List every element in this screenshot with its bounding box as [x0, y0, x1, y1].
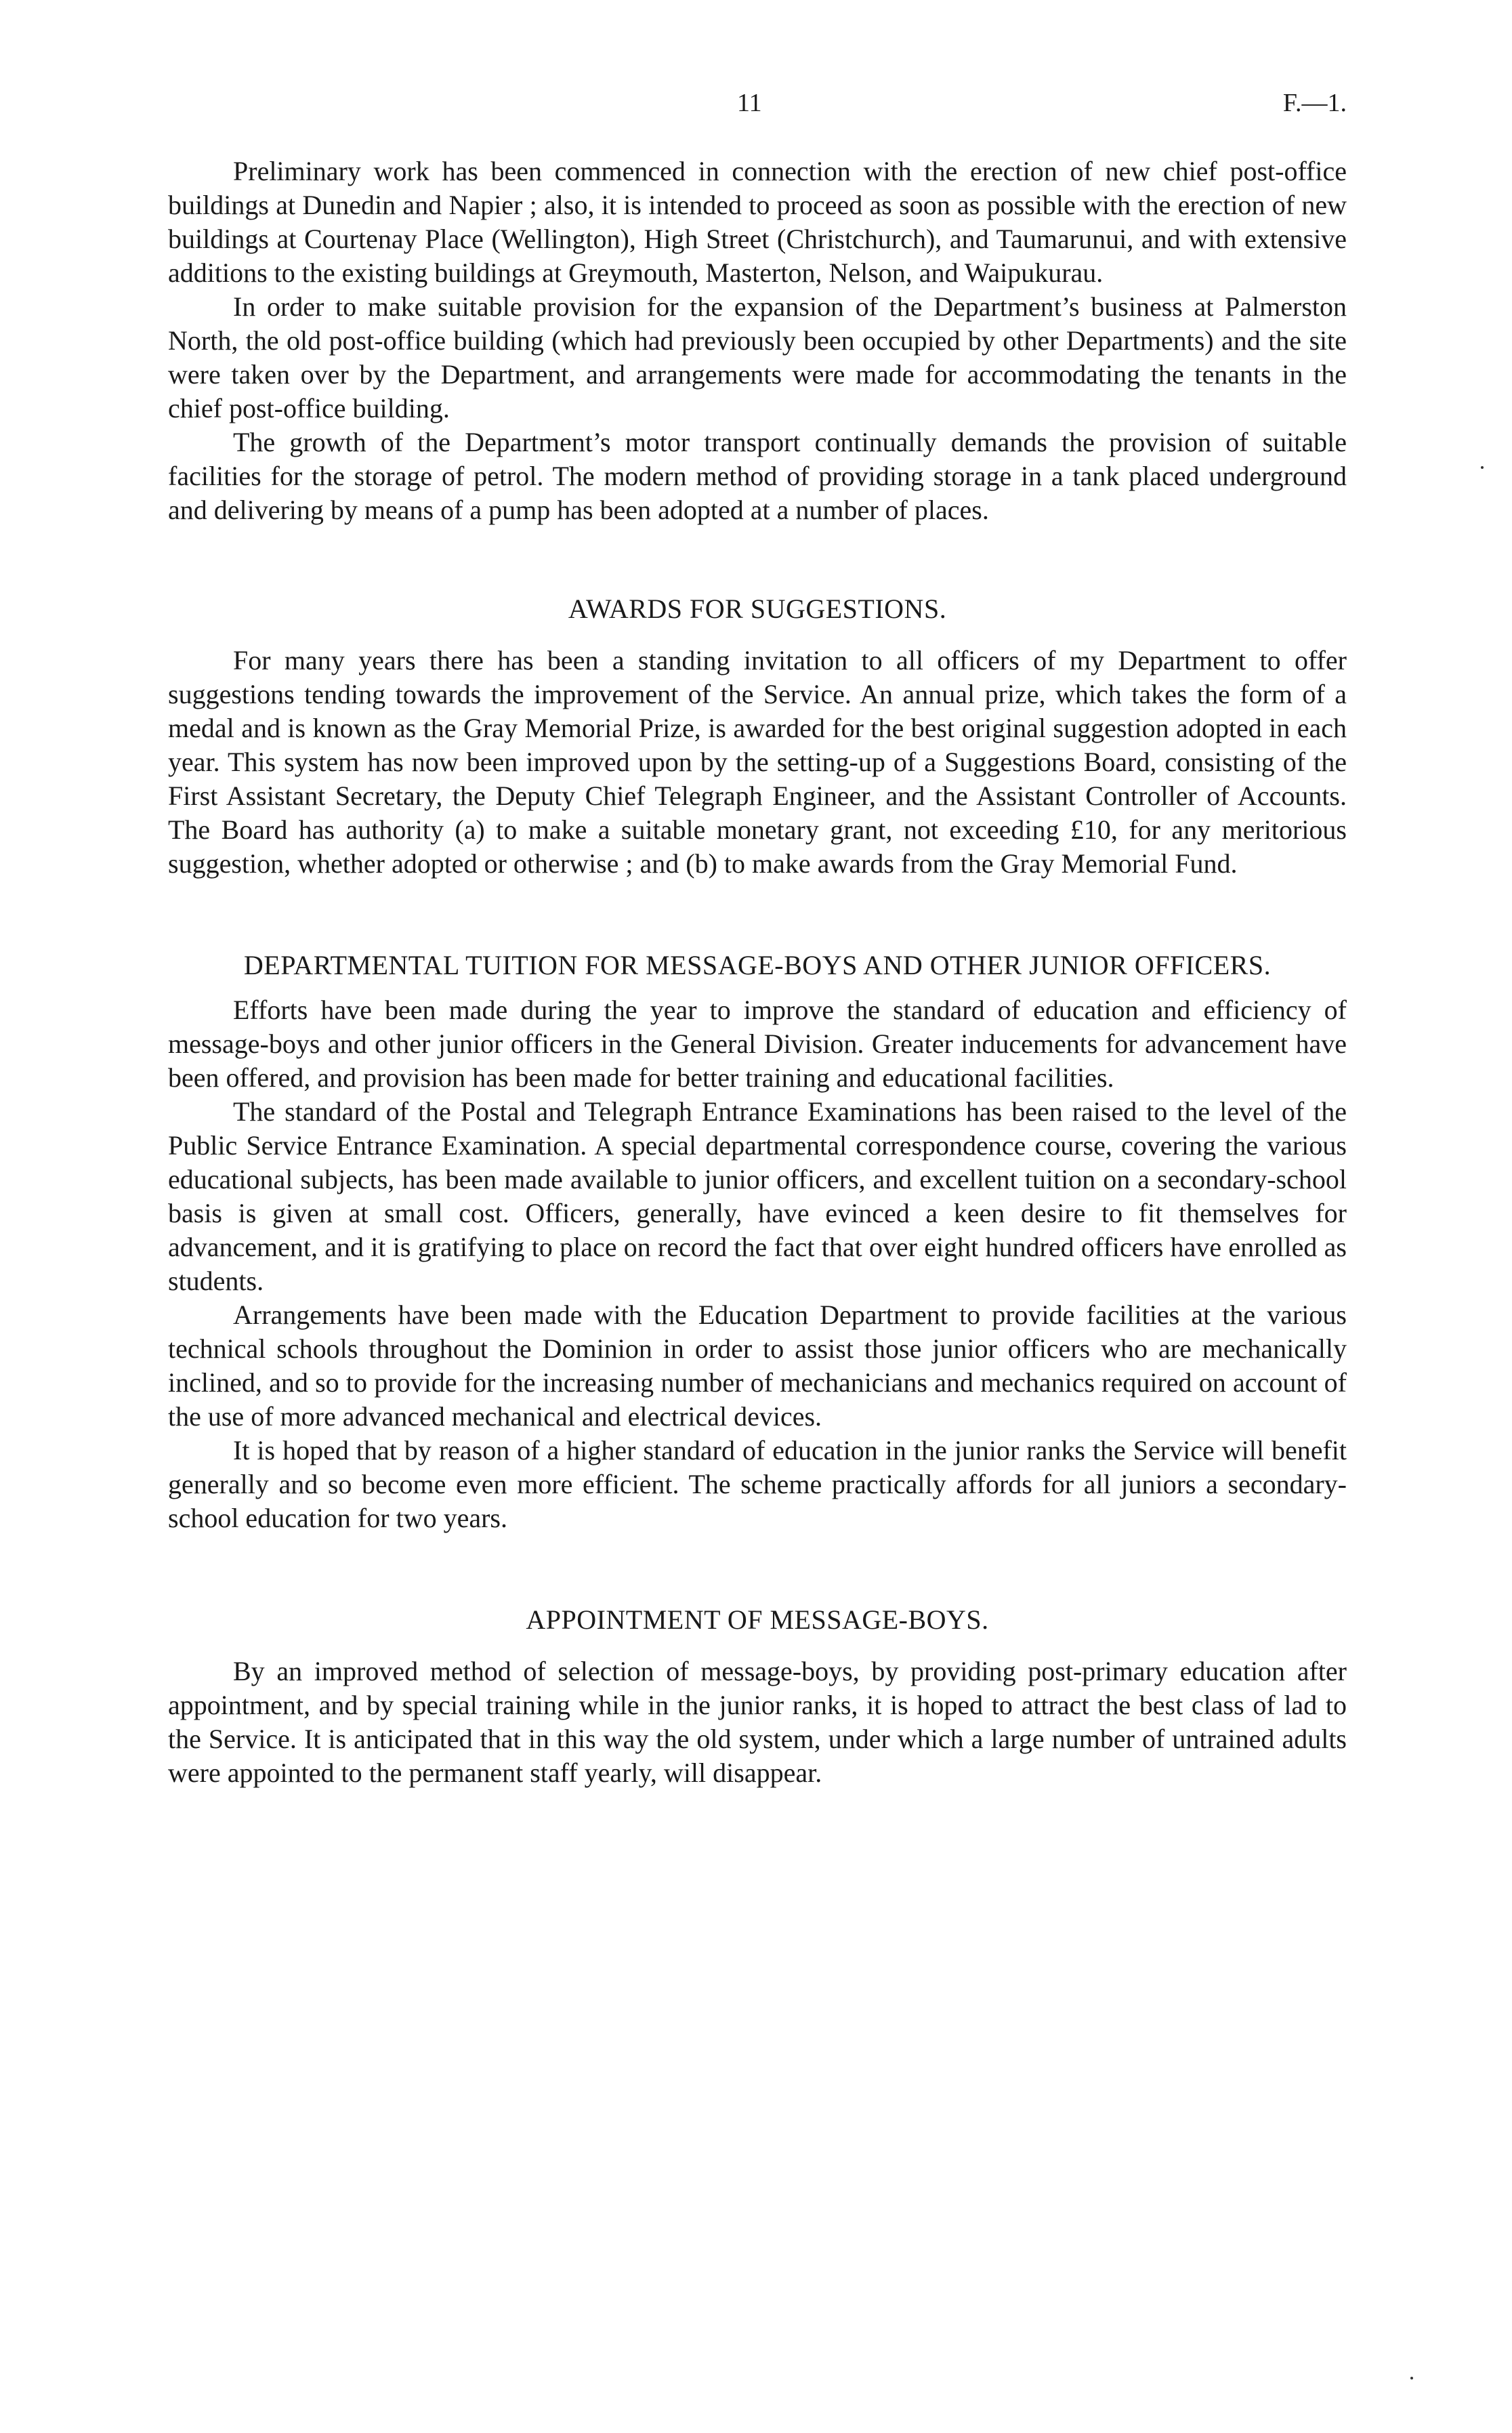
document-page	[168, 88, 1347, 1790]
paragraph: Preliminary work has been commenced in connection with the erection of new chief post-office buildings at Dunedin and Napier ; also, it is intended to proceed as soon as possible with the erection of new buildings at Courtenay Place (Wellington), High Street (Christchurch), and Taumarunui, and with extensive additions to the existing buildings at Greymouth, Masterton, Nelson, and Waipukurau.	[168, 156, 1347, 288]
document-reference: F.—1.	[1282, 89, 1347, 117]
scan-speck	[1481, 466, 1484, 469]
paragraph: By an improved method of selection of message-boys, by providing post-primary education after appointment, and by special training while in the junior ranks, it is hoped to attract the best class of lad to the Service. It is anticipated that in this way the old system, under which a large number of untrained adults were appointed to the permanent staff yearly, will disappear.	[168, 1656, 1347, 1788]
section-departmental-tuition	[168, 949, 1347, 1535]
paragraph: The standard of the Postal and Telegraph Entrance Examinations has been raised to the level of the Public Service Entrance Examination. A special departmental correspondence course, covering the various educational subjects, has been made available to junior officers, and excellent tuition on a secondary-school basis is given at small cost. Officers, generally, have evinced a keen desire to fit themselves for advancement, and it is gratifying to place on record the fact that over eight hundred officers have enrolled as students.	[168, 1096, 1347, 1296]
scan-speck	[1410, 2377, 1413, 2379]
page-header	[168, 88, 1347, 129]
section-heading: AWARDS FOR SUGGESTIONS.	[568, 594, 947, 624]
section-heading: APPOINTMENT OF MESSAGE-BOYS.	[526, 1604, 989, 1635]
paragraph: In order to make suitable provision for the expansion of the Department’s business at Palmerston North, the old post-office building (which had previously been occupied by other Departments) and the site were taken over by the Department, and arrangements were made for accommodating the tenants in the chief post-office building.	[168, 291, 1347, 423]
paragraph: For many years there has been a standing invitation to all officers of my Department to offer suggestions tending towards the improvement of the Service. An annual prize, which takes the form of a medal and is known as the Gray Memorial Prize, is awarded for the best original suggestion adopted in each year. This system has now been improved upon by the setting-up of a Suggestions Board, consisting of the First Assistant Secretary, the Deputy Chief Telegraph Engineer, and the Assistant Controller of Accounts. The Board has authority (a) to make a suitable monetary grant, not exceeding £10, for any meritorious suggestion, whether adopted or otherwise ; and (b) to make awards from the Gray Memorial Fund.	[168, 645, 1347, 879]
section-preliminary-work	[168, 154, 1347, 527]
paragraph: Efforts have been made during the year to improve the standard of education and efficiency of message-boys and other junior officers in the General Division. Greater inducements for advancement have been offered, and provision has been made for better training and educational facilities.	[168, 995, 1347, 1093]
paragraph: It is hoped that by reason of a higher standard of education in the junior ranks the Service will benefit generally and so become even more efficient. The scheme practically affords for all juniors a secondary-school education for two years.	[168, 1435, 1347, 1533]
page-number: 11	[737, 89, 762, 117]
section-appointment-of-message-boys	[168, 1603, 1347, 1790]
paragraph: Arrangements have been made with the Education Department to provide facilities at the various technical schools throughout the Dominion in order to assist those junior officers who are mechanically inclined, and so to provide for the increasing number of mechanicians and mechanics required on account of the use of more advanced mechanical and electrical devices.	[168, 1299, 1347, 1432]
section-awards-for-suggestions	[168, 592, 1347, 881]
section-heading: DEPARTMENTAL TUITION FOR MESSAGE-BOYS AND OTHER JUNIOR OFFICERS.	[243, 950, 1272, 980]
paragraph: The growth of the Department’s motor transport continually demands the provision of suitable facilities for the storage of petrol. The modern method of providing storage in a tank placed underground and delivering by means of a pump has been adopted at a number of places.	[168, 427, 1347, 525]
